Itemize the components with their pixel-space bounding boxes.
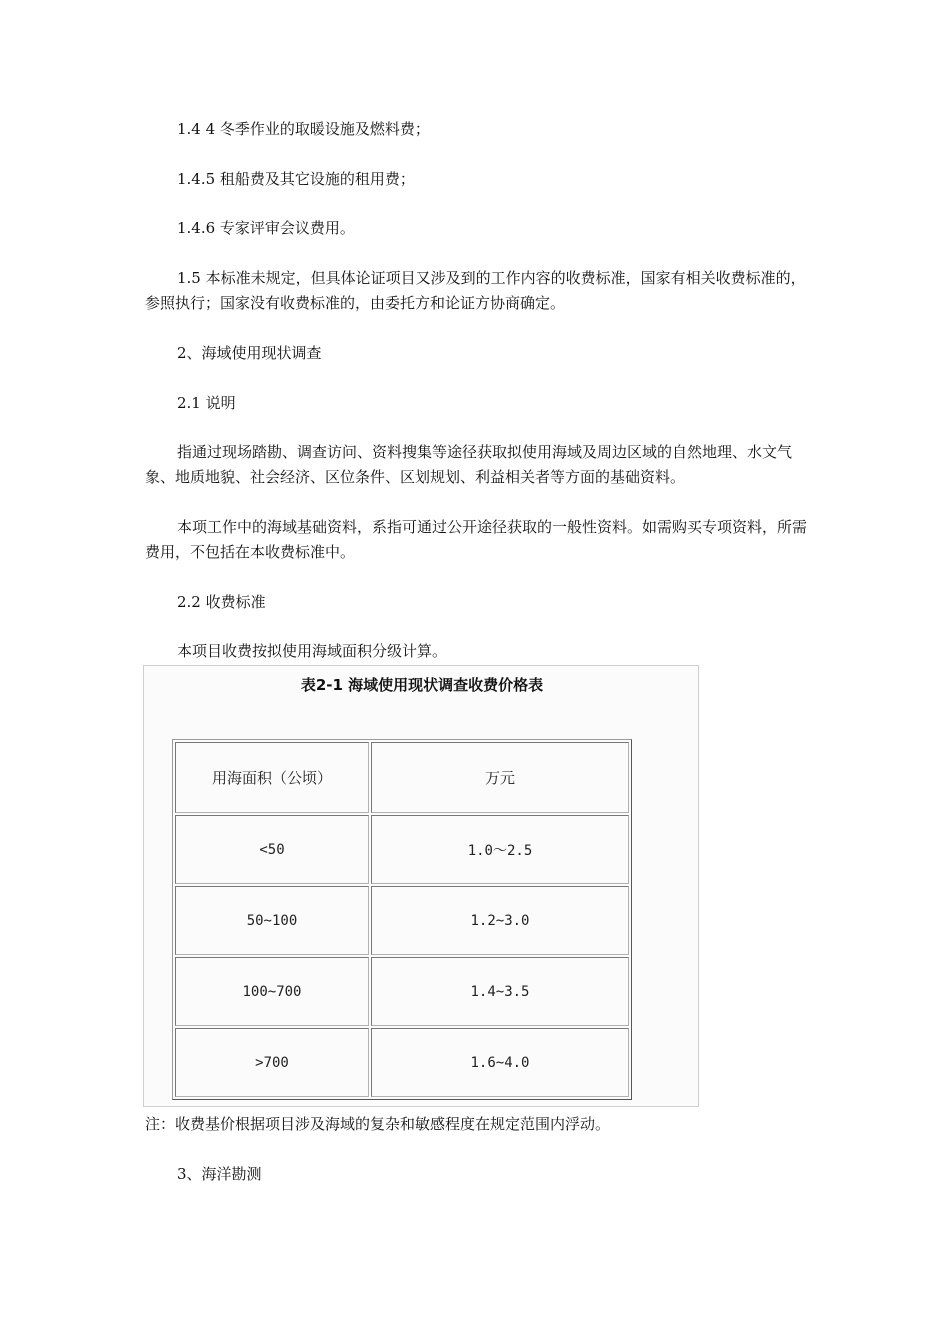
cell-price: 1.2~3.0 — [371, 886, 629, 955]
header-area: 用海面积（公顷） — [175, 742, 369, 813]
header-price: 万元 — [371, 742, 629, 813]
table-row — [175, 886, 629, 955]
table-row — [175, 957, 629, 1026]
table-note: 注：收费基价根据项目涉及海域的复杂和敏感程度在规定范围内浮动。 — [145, 1115, 611, 1133]
section-heading-3: 3、海洋勘测 — [177, 1165, 262, 1183]
cell-price: 1.0～2.5 — [371, 815, 629, 884]
paragraph-2-2: 本项目收费按拟使用海域面积分级计算。 — [177, 642, 448, 660]
cell-area: 50~100 — [175, 886, 369, 955]
cell-area: >700 — [175, 1028, 369, 1097]
paragraph-1-4-5: 1.4.5 租船费及其它设施的租用费； — [177, 170, 415, 188]
table-row — [175, 815, 629, 884]
cell-area: <50 — [175, 815, 369, 884]
section-heading-2: 2、海域使用现状调查 — [177, 344, 322, 362]
paragraph-2-1-b: 本项工作中的海域基础资料，系指可通过公开途径获取的一般性资料。如需购买专项资料，所需费用，不包括在本收费标准中。 — [145, 518, 808, 561]
table-header-row — [175, 742, 629, 813]
cell-price: 1.6~4.0 — [371, 1028, 629, 1097]
paragraph-1-4-4: 1.4 4 冬季作业的取暖设施及燃料费； — [177, 120, 430, 138]
paragraph-1-5: 1.5 本标准未规定，但具体论证项目又涉及到的工作内容的收费标准，国家有相关收费标准的，参照执行；国家没有收费标准的，由委托方和论证方协商确定。 — [145, 269, 806, 312]
paragraph-1-4-6: 1.4.6 专家评审会议费用。 — [177, 219, 355, 237]
cell-price: 1.4~3.5 — [371, 957, 629, 1026]
price-table — [172, 739, 632, 1100]
table-row — [175, 1028, 629, 1097]
section-heading-2-1: 2.1 说明 — [177, 394, 236, 412]
cell-area: 100~700 — [175, 957, 369, 1026]
paragraph-2-1-a: 指通过现场踏勘、调查访问、资料搜集等途径获取拟使用海域及周边区域的自然地理、水文气象、地质地貌、社会经济、区位条件、区划规划、利益相关者等方面的基础资料。 — [145, 443, 793, 486]
table-title: 表2-1 海域使用现状调查收费价格表 — [300, 676, 544, 694]
section-heading-2-2: 2.2 收费标准 — [177, 593, 266, 611]
price-table-figure — [143, 665, 699, 1107]
